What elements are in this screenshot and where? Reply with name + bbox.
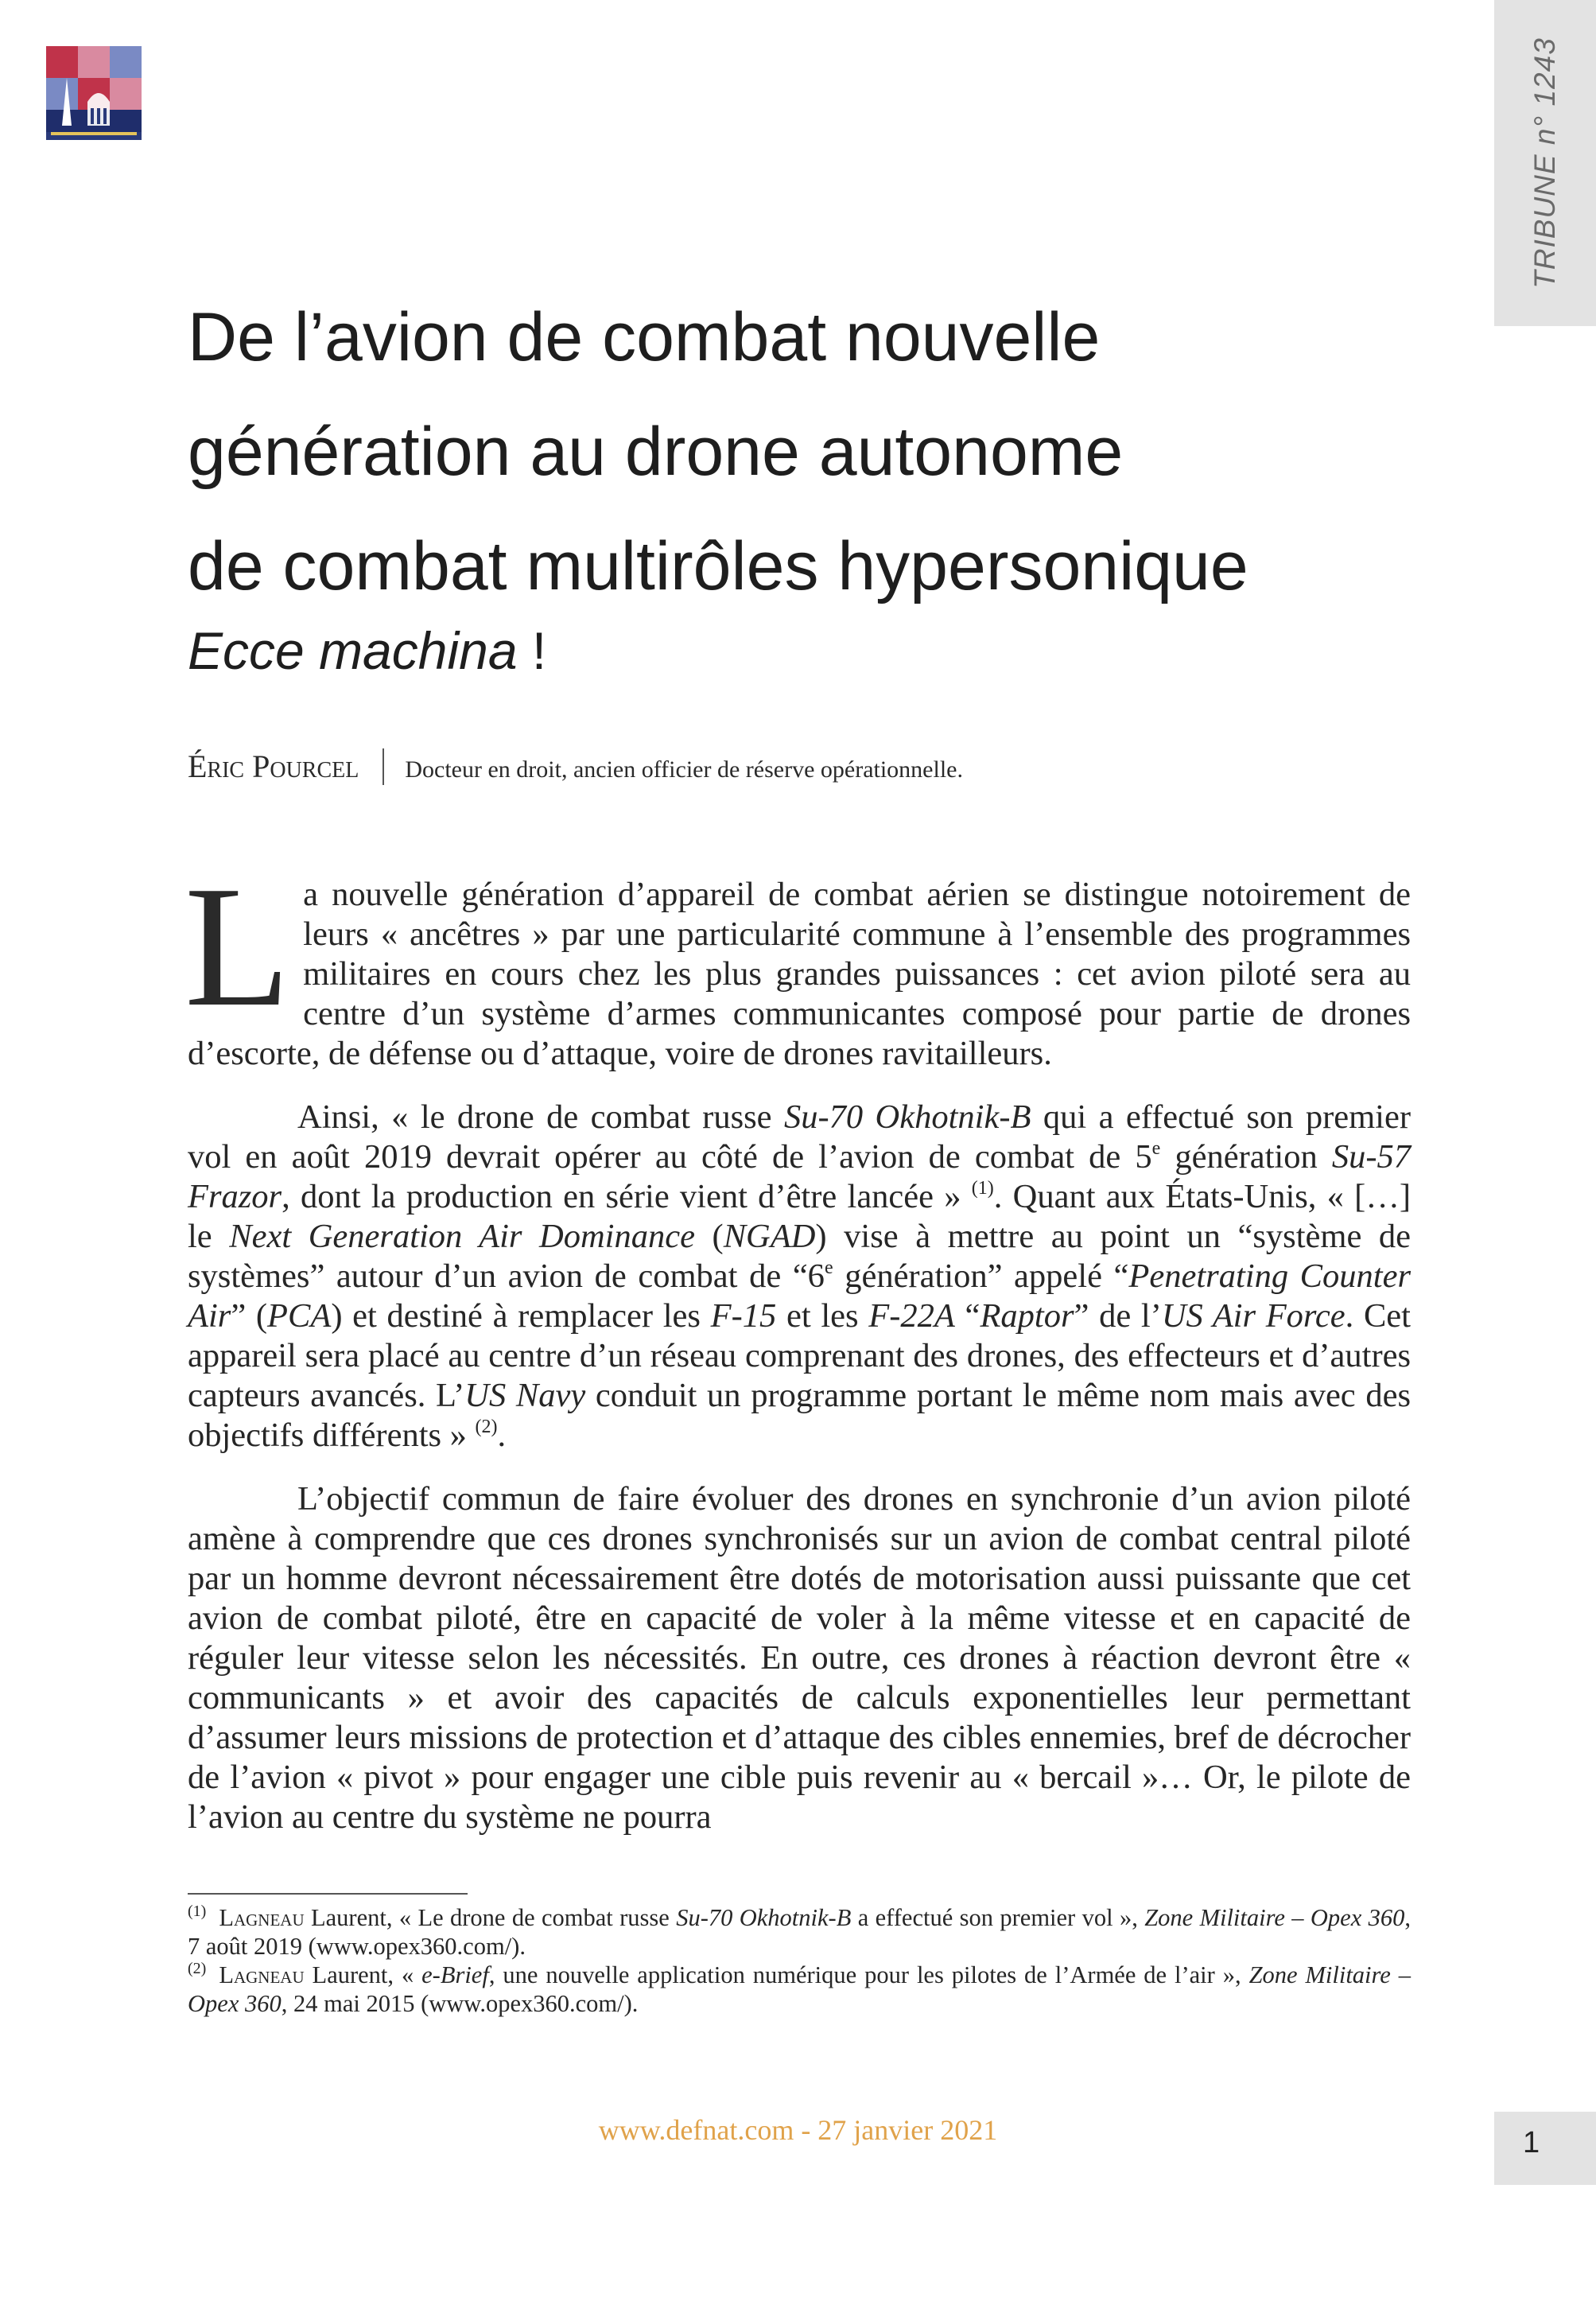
article-title bbox=[188, 280, 1460, 624]
footer-url-date[interactable]: www.defnat.com - 27 janvier 2021 bbox=[598, 2114, 998, 2146]
superscript: e bbox=[1151, 1138, 1161, 1159]
italic-run: F-22A bbox=[868, 1297, 955, 1335]
paragraph-3: L’objectif commun de faire évoluer des drones en synchronie d’un avion piloté amène à comprendre que ces drones synchronisés sur un avion de combat central piloté par un homme devront nécessairement être dotés de motorisation aussi puissante que cet avion de combat piloté, être en capacité de voler à la même vitesse et en capacité de réguler leur vitesse selon les nécessités. En outre, ces drones à réaction devront être « communicants » et avoir des capacités de calculs exponentielles leur permettant d’assumer leurs missions de protection et d’attaque des cibles ennemies, bref de décrocher de l’avion « pivot » pour engager une cible puis revenir au « bercail »… Or, le pilote de l’avion au centre du système ne pourra bbox=[188, 1480, 1411, 1836]
text-run: . Quant aux États-Unis, « […] le bbox=[188, 1178, 1411, 1255]
italic-run: NGAD bbox=[723, 1218, 816, 1255]
italic-run: Zone Militaire – Opex 360 bbox=[188, 1961, 1411, 2017]
text-run: ) et destiné à remplacer les bbox=[331, 1297, 711, 1335]
text-run: génération bbox=[1160, 1138, 1332, 1176]
footnote-ref-2[interactable]: (2) bbox=[475, 1417, 498, 1437]
superscript: e bbox=[824, 1257, 833, 1278]
text-run: ” de l’ bbox=[1074, 1297, 1162, 1335]
text-run: , une nouvelle application numérique pour les pilotes de l’Armée de l’air », bbox=[488, 1961, 1249, 1988]
italic-run: Penetrating Counter Air bbox=[188, 1257, 1411, 1335]
article-subtitle bbox=[188, 620, 546, 681]
article-body bbox=[184, 851, 1412, 1861]
footnote-divider bbox=[188, 1893, 468, 1895]
page-number-box bbox=[1494, 2112, 1596, 2185]
footnote-author: Lagneau bbox=[219, 1961, 305, 1988]
italic-run: e-Brief bbox=[421, 1961, 489, 1988]
footnote-1 bbox=[188, 1903, 1411, 1961]
author-description: Docteur en droit, ancien officier de réserve opérationnelle. bbox=[405, 756, 963, 783]
paragraph-2 bbox=[188, 1098, 1411, 1456]
paragraph-1-text: a nouvelle génération d’appareil de combat aérien se distingue notoirement de leurs « ancêtres » par une particularité commune à l’ensemble des programmes militaires en cours chez les plus grandes puissances : cet avion piloté sera au centre d’un système d’armes communicantes composé pour partie de drones d’escorte, de défense ou d’attaque, voire de drones ravitailleurs. bbox=[188, 876, 1411, 1072]
text-run: . bbox=[497, 1417, 507, 1454]
italic-run: Su-70 Okhotnik-B bbox=[783, 1098, 1031, 1136]
text-run: ” ( bbox=[231, 1297, 268, 1335]
italic-run: Next Generation Air Dominance bbox=[229, 1218, 695, 1255]
text-run: Laurent, « Le drone de combat russe bbox=[304, 1904, 677, 1931]
text-run: a effectué son premier vol », bbox=[851, 1904, 1145, 1931]
tribune-label: TRIBUNE n° 1243 bbox=[1528, 37, 1561, 289]
title-line: de combat multirôles hypersonique bbox=[188, 528, 1248, 604]
page-number: 1 bbox=[1523, 2126, 1540, 2159]
paragraph-1 bbox=[184, 851, 1411, 1074]
text-run: ) vise à mettre au point un “système de systèmes” autour d’un avion de combat de “6 bbox=[188, 1218, 1412, 1295]
italic-run: US Navy bbox=[464, 1377, 586, 1414]
subtitle-end: ! bbox=[517, 621, 547, 680]
text-run: , 24 mai 2015 (www.opex360.com/). bbox=[281, 1990, 639, 2017]
footnotes bbox=[188, 1903, 1411, 2018]
subtitle-italic: Ecce machina bbox=[188, 621, 518, 680]
italic-run: Su-57 Frazor bbox=[188, 1138, 1411, 1215]
text-run: génération” appelé “ bbox=[833, 1257, 1129, 1295]
text-run: Ainsi, « le drone de combat russe bbox=[297, 1098, 784, 1136]
text-run: conduit un programme portant le même nom mais avec des objectifs différents » bbox=[188, 1377, 1411, 1454]
defnat-logo bbox=[46, 46, 142, 140]
author-name: Éric Pourcel bbox=[188, 748, 359, 784]
text-run: “ bbox=[954, 1297, 981, 1335]
text-run: . Cet appareil sera placé au centre d’un réseau comprenant des drones, des effecteurs et d’autres capteurs avancés. L’ bbox=[188, 1297, 1411, 1414]
italic-run: F-15 bbox=[710, 1297, 777, 1335]
text-run: ( bbox=[694, 1218, 724, 1255]
title-line: De l’avion de combat nouvelle bbox=[188, 299, 1101, 375]
footnote-number: (1) bbox=[188, 1903, 207, 1920]
text-run: Laurent, « bbox=[304, 1961, 422, 1988]
italic-run: Raptor bbox=[980, 1297, 1074, 1335]
text-run: , dont la production en série vient d’être lancée » bbox=[282, 1178, 972, 1215]
byline-divider bbox=[382, 748, 384, 785]
tribune-tab bbox=[1494, 0, 1596, 326]
italic-run: Zone Militaire – Opex 360 bbox=[1144, 1904, 1405, 1931]
text-run: , 7 août 2019 (www.opex360.com/). bbox=[188, 1904, 1411, 1960]
text-run: et les bbox=[776, 1297, 869, 1335]
footnote-2 bbox=[188, 1961, 1411, 2018]
footnote-ref-1[interactable]: (1) bbox=[971, 1178, 994, 1199]
italic-run: PCA bbox=[267, 1297, 332, 1335]
italic-run: Su-70 Okhotnik-B bbox=[676, 1904, 852, 1931]
drop-cap: L bbox=[184, 851, 291, 1043]
byline bbox=[188, 748, 963, 785]
italic-run: US Air Force bbox=[1161, 1297, 1346, 1335]
footnote-number: (2) bbox=[188, 1960, 207, 1977]
text-run: qui a effectué son premier vol en août 2019 devrait opérer au côté de l’avion de combat de 5 bbox=[188, 1098, 1411, 1176]
footnote-author: Lagneau bbox=[219, 1904, 305, 1931]
title-line: génération au drone autonome bbox=[188, 414, 1124, 490]
